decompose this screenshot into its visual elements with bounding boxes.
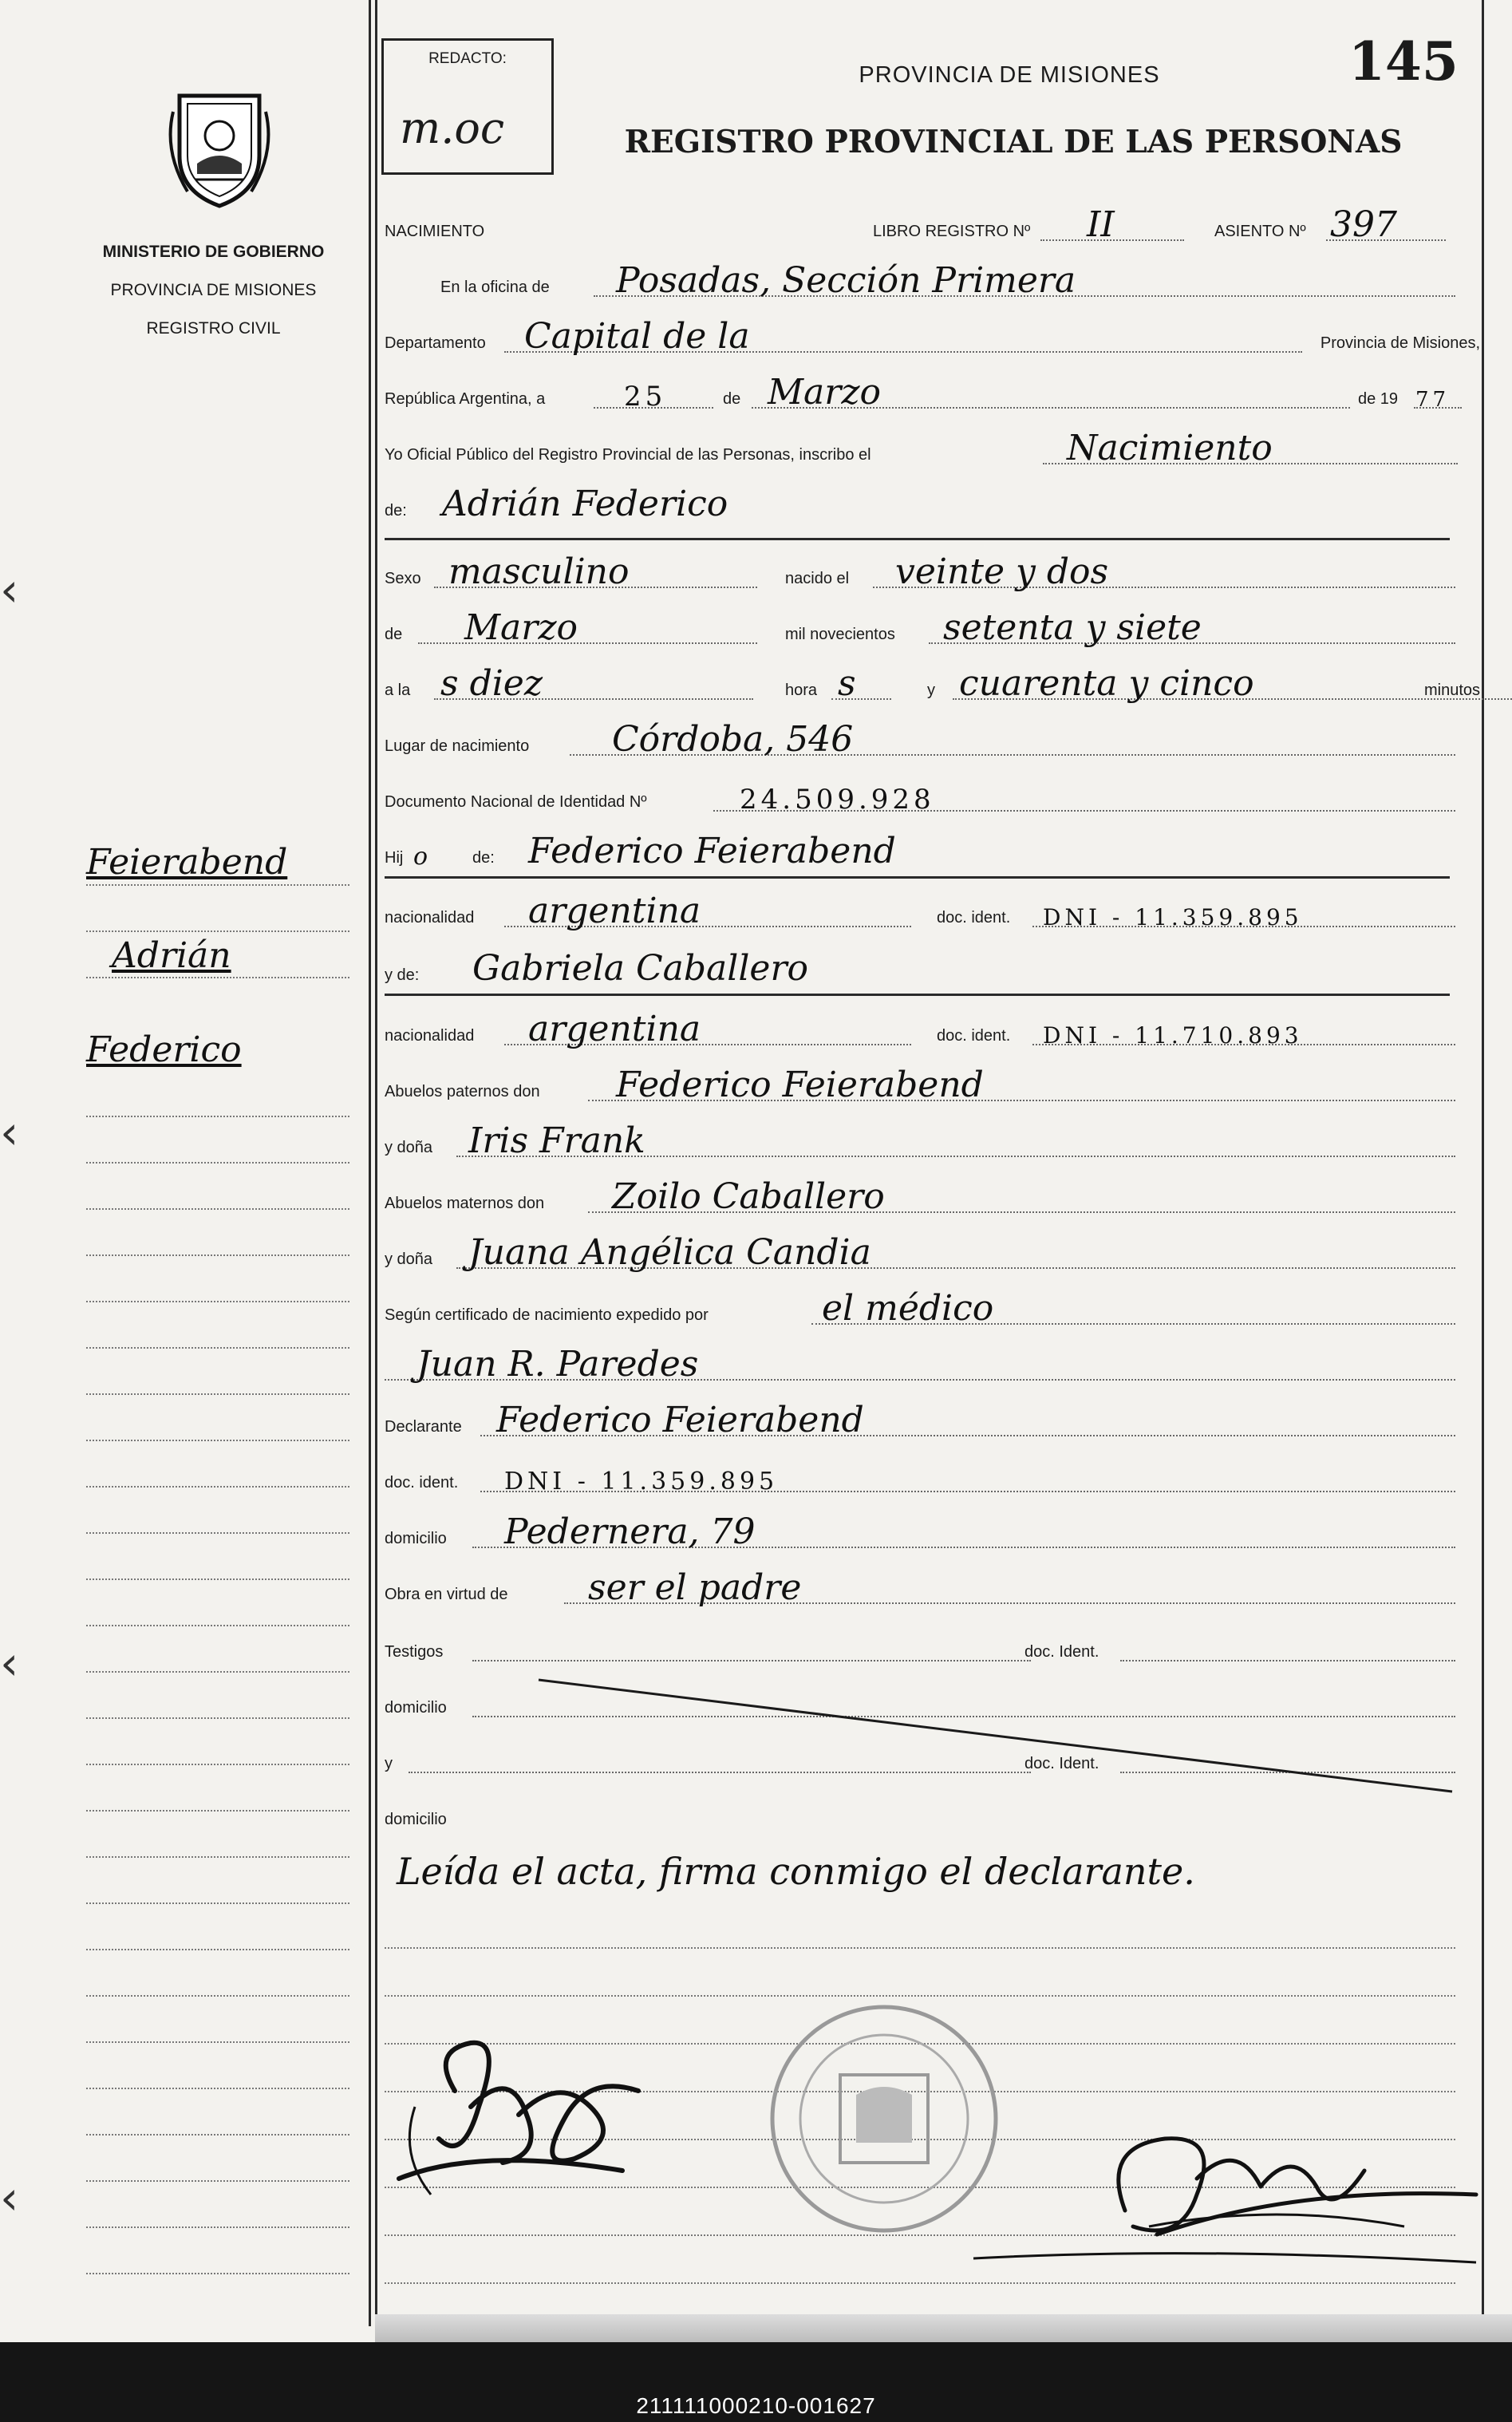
row-hijo (385, 824, 1480, 872)
left-rule-inner (375, 0, 377, 2326)
issuer-province: PROVINCIA DE MISIONES (110, 281, 317, 299)
declarante-value: Federico Feierabend (496, 1400, 864, 1440)
year-value: 77 (1415, 388, 1451, 412)
domicilio-label: domicilio (385, 1530, 447, 1547)
margin-line (86, 1856, 349, 1858)
row-obra (385, 1561, 1480, 1609)
mother-nat-value: argentina (528, 1009, 701, 1049)
alas-label: a la (385, 682, 411, 699)
margin-line (86, 1208, 349, 1210)
binding-hole-icon: ‹ (0, 1636, 19, 1690)
margin-line (86, 2088, 349, 2089)
row-lugar (385, 713, 1480, 761)
cert-value-2: Juan R. Paredes (416, 1344, 699, 1385)
left-margin-panel (0, 0, 369, 2342)
margin-line (86, 930, 349, 932)
right-rule (1482, 0, 1484, 2326)
dni-label: Documento Nacional de Identidad Nº (385, 793, 647, 811)
mother-value: Gabriela Caballero (472, 948, 808, 989)
ab-pat-dona: Iris Frank (468, 1120, 645, 1161)
registry-title: REGISTRO PROVINCIAL DE LAS PERSONAS (624, 124, 1403, 160)
binding-hole-icon: ‹ (0, 2171, 19, 2225)
domicilio-3-label: domicilio (385, 1811, 447, 1828)
margin-line (86, 1254, 349, 1256)
ab-pat-value: Federico Feierabend (616, 1065, 984, 1105)
margin-line (86, 1393, 349, 1395)
mil-value: setenta y siete (943, 607, 1202, 648)
document-code: 211111000210-001627 (636, 2393, 876, 2418)
margin-line (86, 2273, 349, 2274)
provincial-crest-icon (164, 80, 275, 211)
row-name (385, 477, 1480, 525)
margin-line (86, 1301, 349, 1302)
ab-mat-label: Abuelos maternos don (385, 1195, 545, 1212)
margin-line (86, 2041, 349, 2043)
row-certificado-2 (385, 1337, 1480, 1385)
provincia-suffix: Provincia de Misiones, (1320, 334, 1480, 352)
y-de-label: y de: (385, 966, 420, 984)
nacido-label: nacido el (785, 570, 850, 587)
inscribo-label: Yo Oficial Público del Registro Provincial de las Personas, inscribo el (385, 446, 871, 464)
margin-line (86, 1486, 349, 1488)
libro-value: II (1087, 204, 1115, 245)
row-abuelos-paternos (385, 1058, 1480, 1106)
row-inscribo (385, 421, 1480, 469)
officer-signature (957, 2107, 1484, 2282)
margin-line (86, 1902, 349, 1904)
margin-line (86, 1347, 349, 1349)
row-sexo (385, 545, 1480, 593)
inscribo-value: Nacimiento (1067, 428, 1273, 468)
margin-line (86, 1625, 349, 1626)
domicilio-2-label: domicilio (385, 1699, 447, 1717)
cancel-stroke (535, 1672, 1460, 1800)
row-father-nat (385, 884, 1480, 932)
departamento-label: Departamento (385, 334, 486, 352)
domicilio-value: Pedernera, 79 (504, 1511, 756, 1552)
name-value: Adrián Federico (442, 484, 728, 524)
dona-label: y doña (385, 1139, 433, 1156)
blank-line (385, 1947, 1455, 1949)
father-nat-label: nacionalidad (385, 909, 475, 927)
margin-line (86, 1764, 349, 1765)
lugar-value: Córdoba, 546 (612, 719, 854, 760)
alas-value: s diez (440, 663, 543, 704)
hijo-de-label: de: (472, 849, 495, 867)
nacido-value: veinte y dos (895, 551, 1109, 592)
mil-label: mil novecientos (785, 626, 895, 643)
lugar-label: Lugar de nacimiento (385, 737, 530, 755)
margin-line (86, 2180, 349, 2182)
hora-value: s (838, 663, 856, 704)
y2-label: y (385, 1755, 393, 1772)
declarant-signature (383, 2019, 670, 2211)
father-nat-value: argentina (528, 891, 701, 931)
margin-line (86, 884, 349, 886)
row-departamento (385, 310, 1480, 358)
redacto-initials: m.oc (400, 103, 505, 153)
testigo2-doc-label: doc. Ident. (1024, 1755, 1099, 1772)
ab-mat-value: Zoilo Caballero (612, 1176, 885, 1217)
decl-doc-label: doc. ident. (385, 1474, 459, 1492)
next-page-edge (375, 2314, 1512, 2342)
hora-label: hora (785, 682, 818, 699)
margin-line (86, 1949, 349, 1950)
redacto-label: REDACTO: (428, 50, 507, 67)
page-number: 145 (1348, 30, 1459, 93)
ab-pat-label: Abuelos paternos don (385, 1083, 540, 1100)
asiento-value: 397 (1330, 204, 1397, 245)
sexo-label: Sexo (385, 570, 421, 587)
row-mother-nat (385, 1002, 1480, 1050)
father-value: Federico Feierabend (528, 831, 896, 871)
dni-value: 24.509.928 (740, 784, 935, 816)
redacto-box (381, 38, 554, 175)
blank-line (385, 2282, 1455, 2284)
father-doc-label: doc. ident. (937, 909, 1011, 927)
row-hora (385, 657, 1480, 705)
mother-nat-label: nacionalidad (385, 1027, 475, 1045)
birth-month-value: Marzo (464, 607, 578, 648)
departamento-value: Capital de la (524, 316, 750, 357)
obra-value: ser el padre (588, 1567, 802, 1608)
row-abuela-paterna (385, 1114, 1480, 1162)
margin-line (86, 1717, 349, 1719)
civil-registry: REGISTRO CIVIL (146, 319, 281, 338)
blank-line (385, 1995, 1455, 1997)
minutos-label: minutos (1423, 682, 1480, 699)
margin-line (86, 1671, 349, 1673)
republica-label: República Argentina, a (385, 390, 546, 408)
row-testigos (385, 1618, 1480, 1666)
oficina-label: En la oficina de (440, 279, 550, 296)
margin-surname: Feierabend (86, 842, 288, 883)
minutos-value: cuarenta y cinco (959, 663, 1254, 704)
row-fecha (385, 365, 1480, 413)
row-decl-doc (385, 1449, 1480, 1497)
margin-line (86, 1116, 349, 1117)
de-label: de (723, 390, 741, 408)
row-domicilio (385, 1505, 1480, 1553)
mother-doc-value: DNI - 11.710.893 (1043, 1022, 1303, 1049)
margin-line (86, 2226, 349, 2228)
row-dni (385, 768, 1480, 816)
asiento-label: ASIENTO Nº (1214, 223, 1306, 240)
margin-line (86, 1995, 349, 1997)
oficina-value: Posadas, Sección Primera (616, 260, 1076, 301)
margin-line (86, 1578, 349, 1580)
margin-second-name: Federico (86, 1029, 242, 1070)
act-type-label: NACIMIENTO (385, 223, 485, 240)
margin-first-name: Adrián (112, 935, 231, 976)
ab-mat-dona: Juana Angélica Candia (468, 1232, 871, 1273)
sexo-value: masculino (448, 551, 630, 592)
hijo-label: Hij (385, 849, 404, 867)
cert-label: Según certificado de nacimiento expedido por (385, 1306, 709, 1324)
issuer-block (76, 233, 351, 348)
ministry-name: MINISTERIO DE GOBIERNO (102, 243, 325, 261)
row-mother (385, 942, 1480, 990)
left-rule (369, 0, 371, 2326)
margin-line (86, 1440, 349, 1441)
cert-value: el médico (822, 1288, 994, 1329)
testigos-doc-label: doc. Ident. (1024, 1643, 1099, 1661)
province-title: PROVINCIA DE MISIONES (859, 62, 1160, 88)
decl-doc-value: DNI - 11.359.895 (504, 1468, 779, 1495)
binding-hole-icon: ‹ (0, 563, 19, 617)
hijo-suffix: o (413, 843, 428, 871)
row-certificado (385, 1282, 1480, 1330)
row-mes (385, 601, 1480, 649)
bottom-bar (0, 2342, 1512, 2422)
mother-doc-label: doc. ident. (937, 1027, 1011, 1045)
year-prefix: de 19 (1358, 390, 1399, 408)
day-value: 25 (624, 381, 667, 413)
row-closing (385, 1845, 1480, 1893)
closing-text: Leída el acta, firma conmigo el declarante. (397, 1850, 1195, 1893)
row-declarante (385, 1393, 1480, 1441)
row-libro (385, 198, 1480, 246)
row-abuela-materna (385, 1226, 1480, 1274)
libro-label: LIBRO REGISTRO Nº (873, 223, 1031, 240)
row-oficina (385, 254, 1480, 302)
margin-line (86, 1532, 349, 1534)
father-doc-value: DNI - 11.359.895 (1043, 904, 1303, 930)
y-label: y (927, 682, 935, 699)
margin-line (86, 1810, 349, 1812)
margin-line (86, 977, 349, 978)
testigos-label: Testigos (385, 1643, 444, 1661)
obra-label: Obra en virtud de (385, 1586, 508, 1603)
declarante-label: Declarante (385, 1418, 462, 1436)
name-label: de: (385, 502, 407, 520)
margin-line (86, 2134, 349, 2136)
month-value: Marzo (768, 372, 881, 413)
binding-hole-icon: ‹ (0, 1105, 19, 1160)
row-abuelos-maternos (385, 1170, 1480, 1218)
margin-line (86, 1162, 349, 1164)
de2-label: de (385, 626, 403, 643)
dona-label-2: y doña (385, 1251, 433, 1268)
